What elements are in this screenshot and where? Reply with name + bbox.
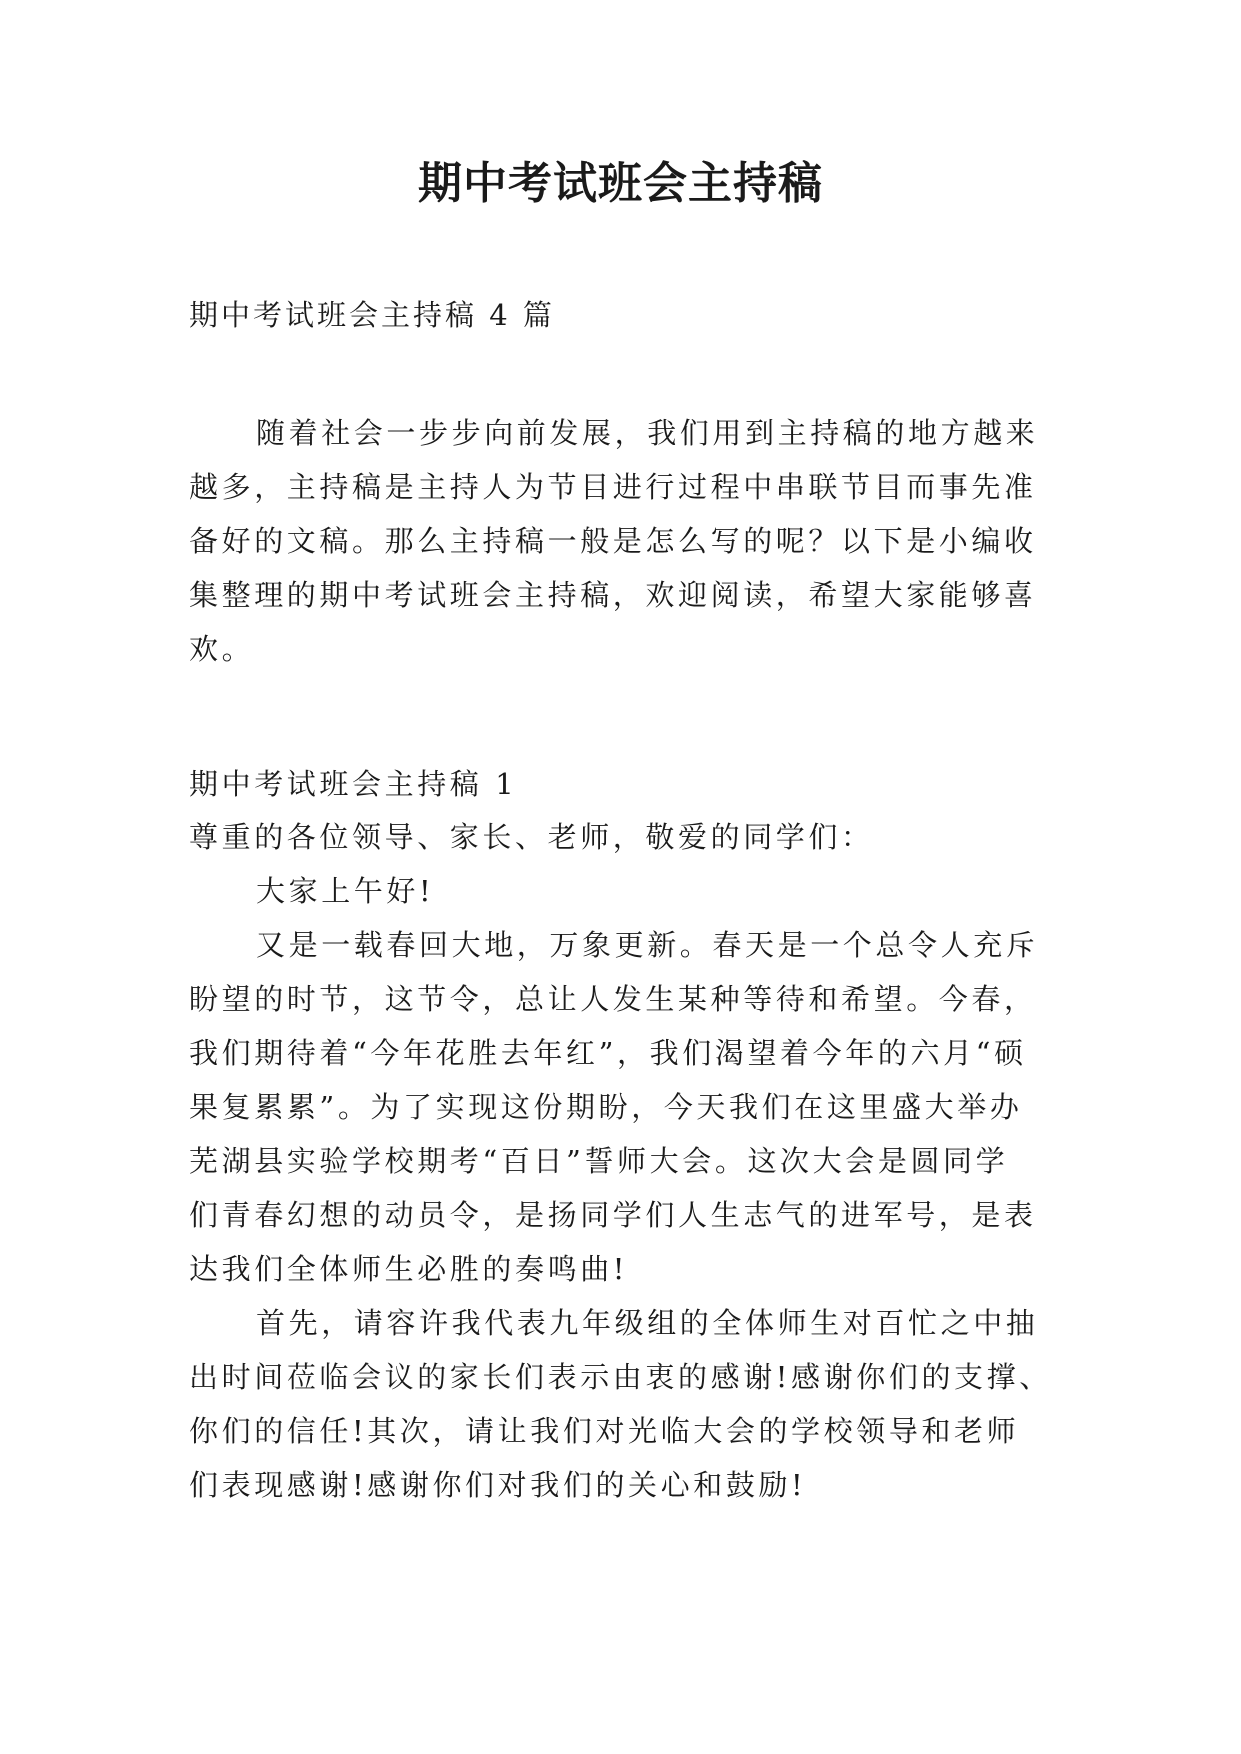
intro-line: 随着社会一步步向前发展，我们用到主持稿的地方越来 — [256, 416, 1039, 450]
intro-line: 集整理的期中考试班会主持稿，欢迎阅读，希望大家能够喜 — [189, 578, 1037, 612]
paragraph-line: 首先，请容许我代表九年级组的全体师生对百忙之中抽 — [256, 1306, 1039, 1340]
speech-body — [189, 810, 1061, 1512]
paragraph-line: 们表现感谢!感谢你们对我们的关心和鼓励! — [189, 1468, 807, 1502]
paragraph-line: 出时间莅临会议的家长们表示由衷的感谢!感谢你们的支撑、 — [189, 1360, 1052, 1394]
paragraph-line: 又是一载春回大地，万象更新。春天是一个总令人充斥 — [256, 928, 1039, 962]
salutation: 尊重的各位领导、家长、老师，敬爱的同学们： — [189, 820, 874, 854]
intro-line: 欢。 — [189, 632, 255, 666]
intro-line: 备好的文稿。那么主持稿一般是怎么写的呢？以下是小编收 — [189, 524, 1037, 558]
paragraph-line: 芜湖县实验学校期考“百日”誓师大会。这次大会是圆同学 — [189, 1144, 1009, 1178]
paragraph-line: 我们期待着“今年花胜去年红”，我们渴望着今年的六月“硕 — [189, 1036, 1027, 1070]
paragraph-line: 你们的信任!其次，请让我们对光临大会的学校领导和老师 — [189, 1414, 1020, 1448]
paragraph-line: 盼望的时节，这节令，总让人发生某种等待和希望。今春， — [189, 982, 1037, 1016]
document-subtitle: 期中考试班会主持稿 4 篇 — [189, 298, 555, 332]
intro-paragraph — [189, 406, 1061, 676]
paragraph-line: 们青春幻想的动员令，是扬同学们人生志气的进军号，是表 — [189, 1198, 1037, 1232]
paragraph-line: 果复累累”。为了实现这份期盼，今天我们在这里盛大举办 — [189, 1090, 1023, 1124]
section-title: 期中考试班会主持稿 1 — [189, 767, 518, 801]
greeting: 大家上午好! — [256, 874, 435, 908]
document-title: 期中考试班会主持稿 — [418, 158, 823, 209]
section-heading — [189, 757, 1061, 811]
intro-line: 越多，主持稿是主持人为节目进行过程中串联节目而事先准 — [189, 470, 1037, 504]
paragraph-line: 达我们全体师生必胜的奏鸣曲! — [189, 1252, 629, 1286]
